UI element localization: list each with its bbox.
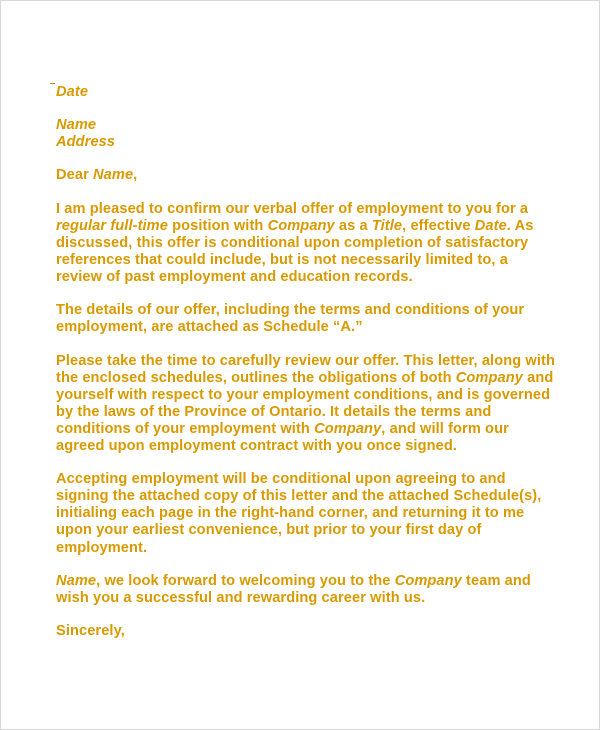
paragraph-review bbox=[56, 353, 556, 456]
name-placeholder: Name bbox=[56, 572, 97, 589]
spacer bbox=[56, 455, 556, 471]
closing: Sincerely, bbox=[56, 623, 125, 639]
title-placeholder: Title bbox=[371, 217, 403, 234]
paragraph-offer bbox=[56, 201, 556, 286]
paragraph-line: initialing each page in the right-hand corner, and returning it to me bbox=[56, 505, 525, 522]
recipient-address: Address bbox=[56, 134, 116, 151]
offer-letter-body bbox=[56, 84, 556, 640]
paragraph-line: upon your earliest convenience, but prior to your first day of bbox=[56, 522, 482, 539]
text-run: and bbox=[522, 369, 554, 386]
paragraph-line: wish you a successful and rewarding career with us. bbox=[56, 589, 426, 606]
text-run: . As bbox=[506, 217, 534, 234]
paragraph-details bbox=[56, 302, 556, 336]
date-placeholder: Date bbox=[56, 84, 89, 100]
paragraph-marker bbox=[50, 83, 55, 84]
text-run: conditions of your employment with bbox=[56, 420, 315, 437]
company-placeholder: Company bbox=[314, 420, 382, 437]
text-run: as a bbox=[334, 217, 372, 234]
paragraph-line: review of past employment and education records. bbox=[56, 269, 413, 286]
paragraph-line bbox=[56, 573, 556, 590]
salutation bbox=[56, 167, 556, 184]
text-run: , we look forward to welcoming you to the bbox=[96, 572, 395, 589]
effective-date-placeholder: Date bbox=[474, 217, 507, 234]
paragraph-acceptance bbox=[56, 471, 556, 556]
paragraph-line: employment. bbox=[56, 539, 148, 556]
paragraph-line: by the laws of the Province of Ontario. It details the terms and bbox=[56, 403, 492, 420]
paragraph-line: agreed upon employment contract with you once signed. bbox=[56, 437, 458, 454]
paragraph-line: yourself with respect to your employment conditions, and is governed bbox=[56, 386, 551, 403]
salutation-name: Name bbox=[93, 167, 134, 184]
text-run: , effective bbox=[402, 217, 475, 234]
paragraph-welcome bbox=[56, 573, 556, 607]
paragraph-line bbox=[56, 218, 556, 235]
company-placeholder: Company bbox=[267, 217, 335, 234]
text-run: team and bbox=[461, 572, 531, 589]
paragraph-line: discussed, this offer is conditional upon completion of satisfactory bbox=[56, 234, 529, 251]
company-placeholder: Company bbox=[394, 572, 462, 589]
spacer bbox=[56, 101, 556, 117]
spacer bbox=[56, 185, 556, 201]
paragraph-line: signing the attached copy of this letter and the attached Schedule(s), bbox=[56, 488, 542, 505]
paragraph-line: employment, are attached as Schedule “A.” bbox=[56, 319, 363, 336]
company-placeholder: Company bbox=[455, 369, 523, 386]
paragraph-line: Accepting employment will be conditional upon agreeing to and bbox=[56, 471, 506, 488]
paragraph-line: references that could include, but is not necessarily limited to, a bbox=[56, 251, 508, 268]
employment-type-placeholder: regular full-time bbox=[56, 217, 168, 234]
paragraph-line bbox=[56, 421, 556, 438]
salutation-suffix: , bbox=[133, 167, 138, 184]
paragraph-line: I am pleased to confirm our verbal offer of employment to you for a bbox=[56, 200, 529, 217]
paragraph-line: The details of our offer, including the terms and conditions of your bbox=[56, 302, 525, 319]
salutation-prefix: Dear bbox=[56, 167, 94, 184]
text-run: , and will form our bbox=[381, 420, 509, 437]
paragraph-line: Please take the time to carefully review our offer. This letter, along with bbox=[56, 352, 555, 369]
spacer bbox=[56, 286, 556, 302]
paragraph-line bbox=[56, 370, 556, 387]
recipient-name: Name bbox=[56, 117, 97, 134]
text-run: the enclosed schedules, outlines the obligations of both bbox=[56, 369, 456, 386]
spacer bbox=[56, 607, 556, 623]
spacer bbox=[56, 557, 556, 573]
spacer bbox=[56, 151, 556, 167]
spacer bbox=[56, 336, 556, 352]
text-run: position with bbox=[167, 217, 268, 234]
